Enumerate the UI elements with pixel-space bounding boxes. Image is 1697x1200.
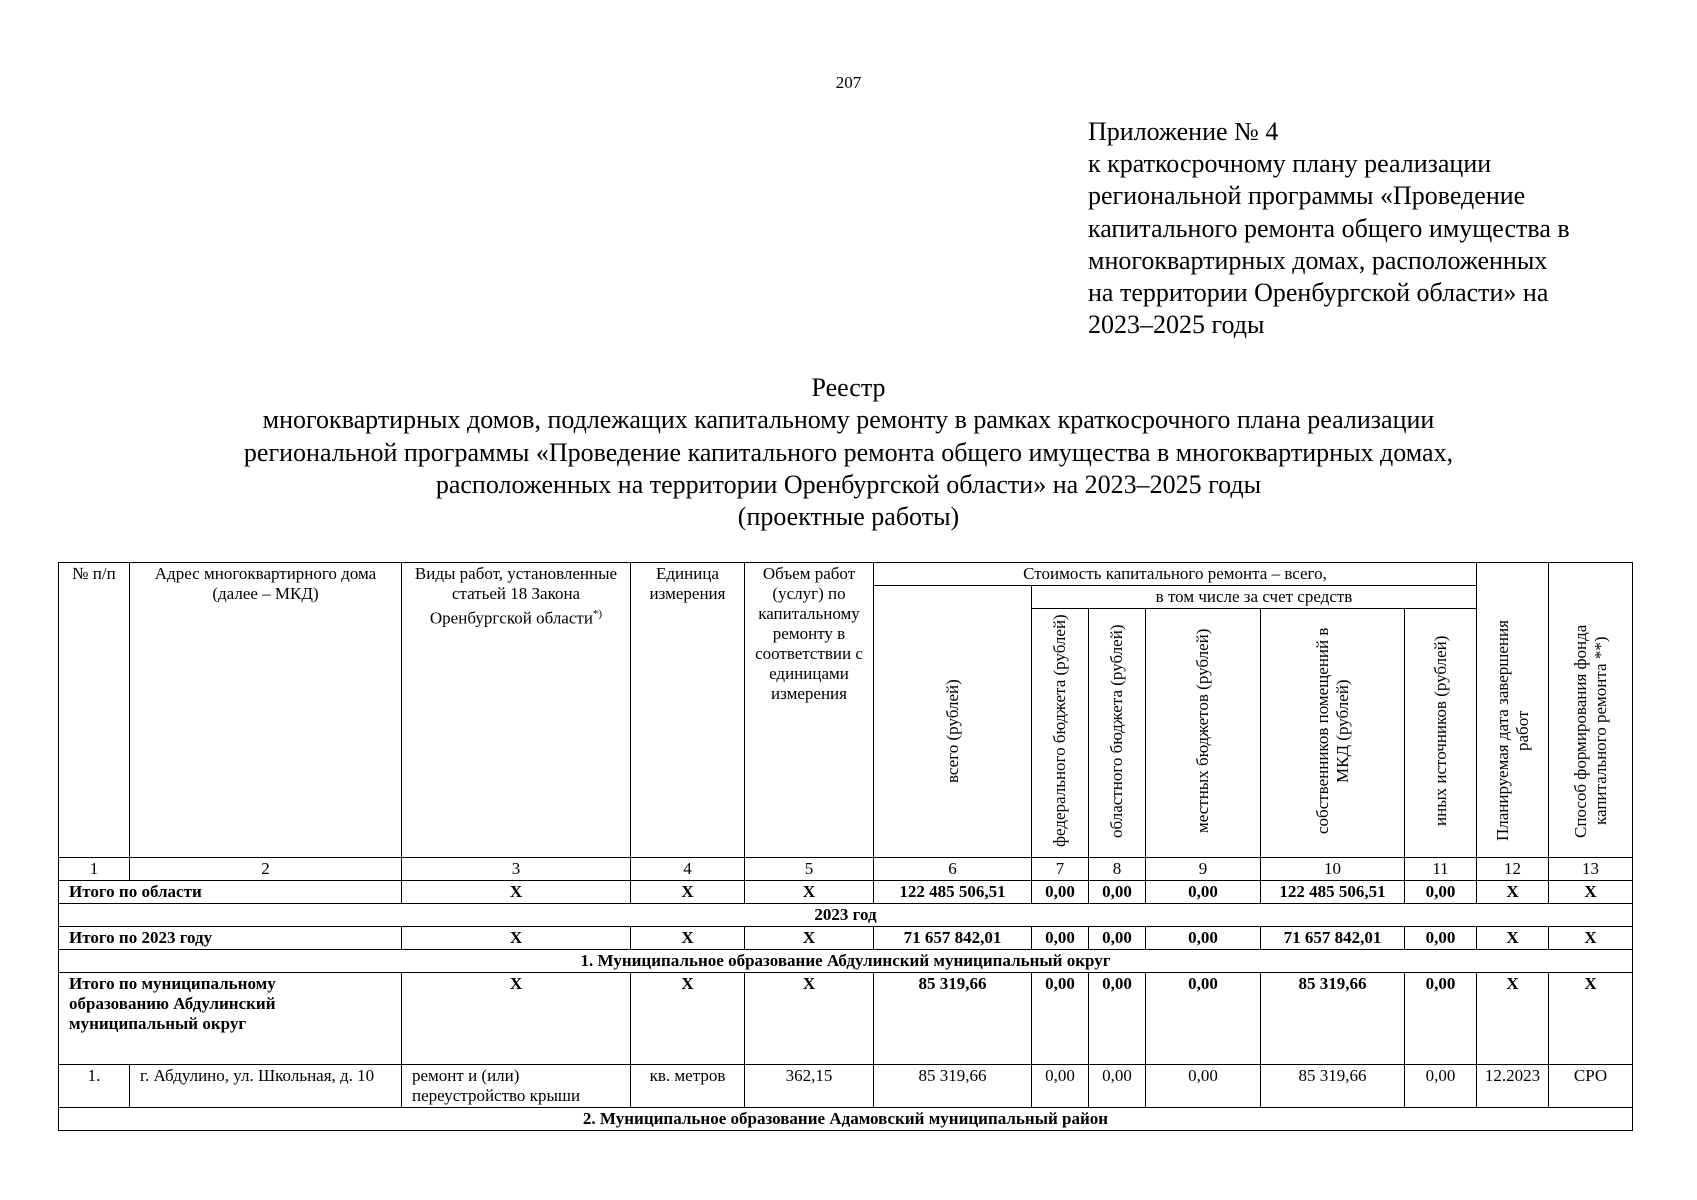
- appendix-line: многоквартирных домах, расположенных: [1088, 245, 1548, 275]
- header-work-types-text: Виды работ, установленные статьей 18 Закона Оренбургской области: [414, 564, 618, 628]
- header-total-rub: [874, 586, 1032, 858]
- column-number: 8: [1089, 858, 1146, 881]
- year-header-row: [59, 904, 1633, 927]
- header-address: Адрес многоквартирного дома (далее – МКД): [130, 563, 402, 858]
- table-cell: Х: [1549, 973, 1633, 1065]
- header-including: в том числе за счет средств: [1032, 586, 1477, 609]
- table-cell: 122 485 506,51: [1261, 881, 1405, 904]
- appendix-heading: [1088, 116, 1648, 341]
- row-volume: 362,15: [745, 1065, 874, 1108]
- title-line: расположенных на территории Оренбургской области» на 2023–2025 годы: [435, 469, 1262, 499]
- column-number: 2: [130, 858, 402, 881]
- header-fund-method-text: Способ формирования фонда капитального ремонта **): [1570, 624, 1610, 838]
- column-number: 5: [745, 858, 874, 881]
- header-volume: Объем работ (услуг) по капитальному ремонту в соответствии с единицами измерения: [745, 563, 874, 858]
- table-cell: 0,00: [1032, 1065, 1089, 1108]
- header-local: [1146, 609, 1261, 858]
- table-cell: 0,00: [1032, 881, 1089, 904]
- table-cell: 0,00: [1146, 927, 1261, 950]
- year-header: 2023 год: [59, 904, 1633, 927]
- table-cell: 0,00: [1405, 973, 1477, 1065]
- table-cell: 0,00: [1032, 927, 1089, 950]
- table-cell: Х: [631, 927, 745, 950]
- row-address: г. Абдулино, ул. Школьная, д. 10: [130, 1065, 402, 1108]
- section-header-1: 1. Муниципальное образование Абдулинский муниципальный округ: [59, 950, 1633, 973]
- appendix-line: на территории Оренбургской области» на: [1088, 278, 1549, 308]
- table-cell: 85 319,66: [1261, 1065, 1405, 1108]
- header-row: [59, 563, 1633, 586]
- title-heading: Реестр: [811, 373, 886, 402]
- page-number: 207: [835, 73, 862, 92]
- header-other-text: иных источников (рублей): [1430, 635, 1450, 827]
- header-num: № п/п: [59, 563, 130, 858]
- table-cell: 0,00: [1405, 881, 1477, 904]
- column-number: 13: [1549, 858, 1633, 881]
- header-unit: Единица измерения: [631, 563, 745, 858]
- registry-table: [58, 562, 1633, 1131]
- table-cell: 71 657 842,01: [874, 927, 1032, 950]
- table-cell: 0,00: [1146, 881, 1261, 904]
- table-cell: 0,00: [1089, 973, 1146, 1065]
- total-municipality-text: Итого по муниципальному образованию Абдулинский муниципальный округ: [69, 974, 276, 1033]
- table-cell: 0,00: [1146, 973, 1261, 1065]
- header-total-rub-text: всего (рублей): [942, 679, 962, 783]
- table-cell: Х: [402, 973, 631, 1065]
- table-cell: Х: [745, 927, 874, 950]
- table-cell: Х: [402, 927, 631, 950]
- appendix-line: 2023–2025 годы: [1088, 310, 1265, 340]
- table-cell: Х: [1477, 973, 1549, 1065]
- column-number: 10: [1261, 858, 1405, 881]
- column-number: 1: [59, 858, 130, 881]
- header-regional: [1089, 609, 1146, 858]
- table-cell: 85 319,66: [1261, 973, 1405, 1065]
- column-number: 11: [1405, 858, 1477, 881]
- total-region-row: [59, 881, 1633, 904]
- total-2023-label: Итого по 2023 году: [59, 927, 402, 950]
- footnote-marker: *): [592, 608, 603, 620]
- column-number: 3: [402, 858, 631, 881]
- table-cell: 122 485 506,51: [874, 881, 1032, 904]
- appendix-line: капитального ремонта общего имущества в: [1088, 213, 1570, 243]
- header-work-types: [402, 563, 631, 858]
- header-owners-text: собственников помещений в МКД (рублей): [1312, 627, 1352, 835]
- section-row: [59, 950, 1633, 973]
- header-federal-text: федерального бюджета (рублей): [1050, 614, 1069, 848]
- table-cell: 0,00: [1032, 973, 1089, 1065]
- header-local-text: местных бюджетов (рублей): [1193, 628, 1212, 834]
- table-cell: 0,00: [1405, 927, 1477, 950]
- column-number: 4: [631, 858, 745, 881]
- table-row: [59, 1065, 1633, 1108]
- appendix-line: Приложение № 4: [1088, 117, 1279, 146]
- header-planned-date-text: Планируемая дата завершения работ: [1492, 620, 1532, 842]
- table-cell: 0,00: [1405, 1065, 1477, 1108]
- total-municipality-row: [59, 973, 1633, 1065]
- title-line: региональной программы «Проведение капитального ремонта общего имущества в многоквартирных домах,: [243, 437, 1454, 467]
- table-cell: Х: [1477, 881, 1549, 904]
- table-cell: Х: [402, 881, 631, 904]
- table-cell: 0,00: [1089, 927, 1146, 950]
- table-cell: 12.2023: [1477, 1065, 1549, 1108]
- column-number: 7: [1032, 858, 1089, 881]
- appendix-line: к краткосрочному плану реализации: [1088, 149, 1492, 179]
- column-number: 6: [874, 858, 1032, 881]
- column-number: 12: [1477, 858, 1549, 881]
- header-planned-date: [1477, 563, 1549, 858]
- table-cell: 0,00: [1089, 881, 1146, 904]
- table-cell: Х: [745, 881, 874, 904]
- row-unit: кв. метров: [631, 1065, 745, 1108]
- table-cell: 0,00: [1146, 1065, 1261, 1108]
- column-number: 9: [1146, 858, 1261, 881]
- total-region-label: Итого по области: [59, 881, 402, 904]
- header-owners: [1261, 609, 1405, 858]
- total-2023-row: [59, 927, 1633, 950]
- table-cell: Х: [1549, 881, 1633, 904]
- document-title: [0, 372, 1697, 533]
- table-cell: Х: [745, 973, 874, 1065]
- section-row: [59, 1108, 1633, 1131]
- table-cell: 85 319,66: [874, 973, 1032, 1065]
- header-fund-method: [1549, 563, 1633, 858]
- table-cell: Х: [1477, 927, 1549, 950]
- row-num: 1.: [59, 1065, 130, 1108]
- table-cell: Х: [631, 973, 745, 1065]
- header-cost-total: Стоимость капитального ремонта – всего,: [874, 563, 1477, 586]
- total-municipality-label: [59, 973, 402, 1065]
- row-work: ремонт и (или) переустройство крыши: [402, 1065, 631, 1108]
- appendix-line: региональной программы «Проведение: [1088, 181, 1526, 211]
- table-cell: СРО: [1549, 1065, 1633, 1108]
- table-cell: 85 319,66: [874, 1065, 1032, 1108]
- table-cell: Х: [1549, 927, 1633, 950]
- column-number-row: [59, 858, 1633, 881]
- section-header-2: 2. Муниципальное образование Адамовский муниципальный район: [59, 1108, 1633, 1131]
- table-cell: Х: [631, 881, 745, 904]
- header-federal: [1032, 609, 1089, 858]
- title-line: (проектные работы): [737, 502, 960, 532]
- header-regional-text: областного бюджета (рублей): [1107, 624, 1126, 838]
- header-other: [1405, 609, 1477, 858]
- table-cell: 0,00: [1089, 1065, 1146, 1108]
- table-cell: 71 657 842,01: [1261, 927, 1405, 950]
- title-line: многоквартирных домов, подлежащих капитальному ремонту в рамках краткосрочного плана реализации: [262, 405, 1435, 435]
